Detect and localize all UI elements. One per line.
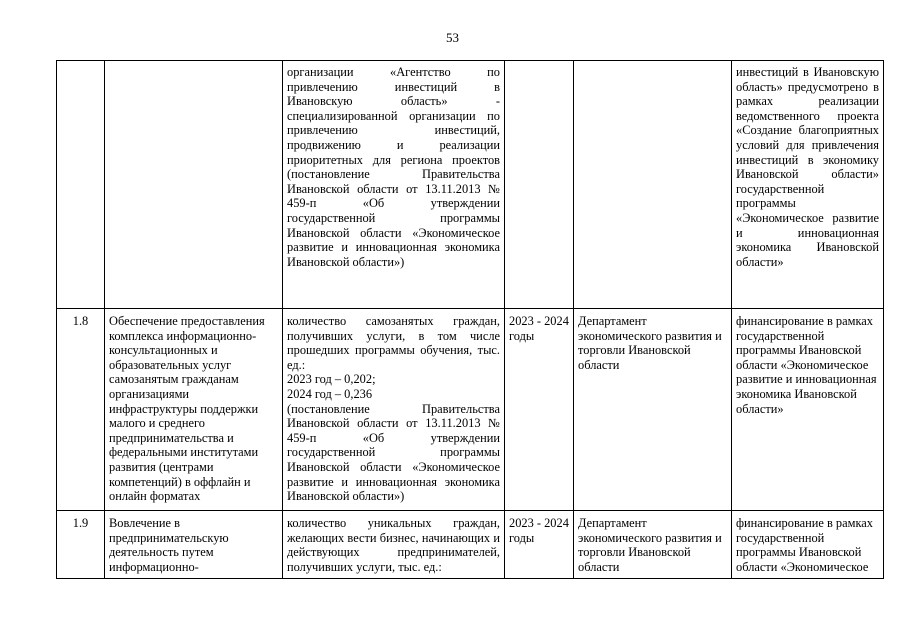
indicator-value-2023: 2023 год – 0,202; [287,372,376,387]
activity-cell [105,61,283,309]
table-row [57,61,884,309]
measures-table [56,60,884,579]
page-number: 53 [446,30,459,45]
indicator-intro: количество самозанятых граждан, получивших услуги, в том числе прошедших программы обучения, тыс. ед.: [287,314,500,372]
indicator-cell: организации «Агентство по привлечению инвестиций в Ивановскую область» - специализированной организации по привлечению инвестиций, продвижению и реализации приоритетных для региона проектов (постановление Правительства Ивановской области от 13.11.2013 № 459-п «Об утверждении государственной программы Ивановской области «Экономическое развитие и инновационная экономика Ивановской области») [283,61,505,309]
row-number-cell: 1.8 [57,309,105,511]
row-number-cell: 1.9 [57,511,105,579]
period-cell: 2023 - 2024 годы [505,309,574,511]
executor-cell: Департамент экономического развития и торговли Ивановской области [574,511,732,579]
executor-cell [574,61,732,309]
indicator-value-2024: 2024 год – 0,236 [287,386,373,401]
indicator-source: (постановление Правительства Ивановской области от 13.11.2013 № 459-п «Об утверждении государственной программы Ивановской области «Экономическое развитие и инновационная экономика Ивановской области») [287,401,500,504]
table-row [57,511,884,579]
executor-cell: Департамент экономического развития и торговли Ивановской области [574,309,732,511]
funding-cell: финансирование в рамках государственной программы Ивановской области «Экономическое [732,511,884,579]
indicator-cell [283,309,505,511]
indicator-cell: количество уникальных граждан, желающих вести бизнес, начинающих и действующих предпринимателей, получивших услуги, тыс. ед.: [283,511,505,579]
table-row [57,309,884,511]
period-cell: 2023 - 2024 годы [505,511,574,579]
funding-cell: инвестиций в Ивановскую область» предусмотрено в рамках реализации ведомственного проекта «Создание благоприятных условий для привлечения инвестиций в экономику Ивановской области» государственной программы «Экономическое развитие и инновационная экономика Ивановской области» [732,61,884,309]
row-number-cell [57,61,105,309]
activity-cell: Обеспечение предоставления комплекса информационно-консультационных и образовательных услуг самозанятым гражданам организациями инфраструктуры поддержки малого и среднего предпринимательства и федеральными институтами развития (центрами компетенций) в оффлайн и онлайн форматах [105,309,283,511]
activity-cell: Вовлечение в предпринимательскую деятельность путем информационно- [105,511,283,579]
period-cell [505,61,574,309]
funding-cell: финансирование в рамках государственной программы Ивановской области «Экономическое развитие и инновационная экономика Ивановской области» [732,309,884,511]
